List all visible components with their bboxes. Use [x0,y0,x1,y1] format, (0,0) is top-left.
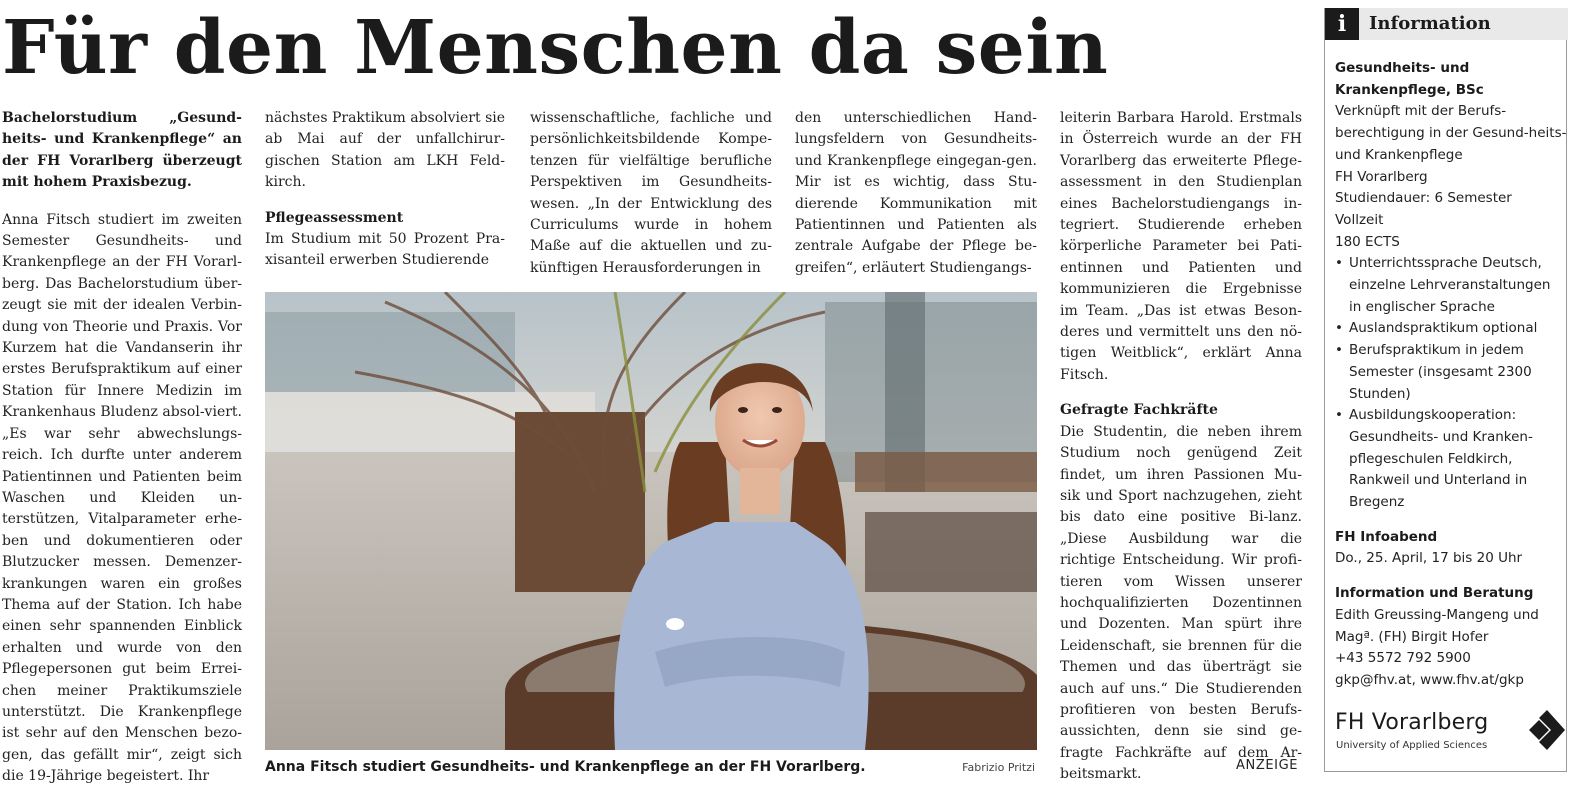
caption-text: Anna Fitsch studiert Gesundheits- und Krankenpflege an der FH Vorarlberg. [265,759,866,775]
article-paragraph: Anna Fitsch studiert im zweiten Semester Gesundheits- und Krankenpflege an der FH Vorarl-berg. Das Bachelorstudium über-zeugt sie mit der idealen Verbin-dung von Theorie und Praxis. Vor Kurzem hat die Vandanserin ihr erstes Berufspraktikum auf einer Station für Innere Medizin im Krankenhaus Bludenz absol-viert. „Es war sehr abwechslungs-reich. Ich durfte unter anderem Patientinnen und Patienten beim Waschen und Kleiden un-terstützen, Vitalparameter erhe-ben und dokumentieren oder Blutzucker messen. Demenzer-krankungen waren ein großes Thema auf der Station. Ich habe einen sehr spannenden Einblick erhalten und wurde von den Pflegepersonen gut beim Errei-chen meiner Praktikumsziele unterstützt. Die Krankenpflege ist sehr auf den Menschen bezo-gen, das gefällt mir“, zeigt sich die 19-Jährige begeistert. Ihr [2,211,242,785]
article-column-2 [265,108,505,272]
photo-caption [265,756,1037,780]
study-mode: Vollzeit [1335,211,1384,228]
ad-label: ANZEIGE [1236,758,1299,773]
article-paragraph: Im Studium mit 50 Prozent Pra-xisanteil erwerben Studierende [265,231,505,269]
article-column-1 [2,108,242,788]
program-name: Gesundheits- und [1335,60,1470,76]
article-paragraph: nächstes Praktikum absolviert sie ab Mai auf der unfallchirur-gischen Station am LKH Feld-kirch. [265,110,506,191]
subheading-fachkraefte: Gefragte Fachkräfte [1060,402,1218,419]
feature-item: • Ausbildungskooperation: Gesundheits- und Kranken-pflegeschulen Feldkirch, Rankweil und Unterland in Bregenz [1335,405,1567,514]
article-paragraph: Die Studentin, die neben ihrem Studium noch genügend Zeit findet, um ihren Passionen Mu-sik und Sport nachzugehen, zieht bis dato eine positive Bi-lanz. „Diese Ausbildung war die richtige Entscheidung. Wir profi-tieren vom Wissen unserer hochqualifizierten Dozentinnen und Dozenten. Man spürt ihre Leidenschaft, sie brennen für die Themen und das überträgt sie auch auf uns.“ Die Studierenden profitieren von besten Berufs-aussichten, denn sie sind ge-fragte Fachkräfte auf dem Ar-beitsmarkt. [1060,423,1302,783]
event-title: FH Infoabend [1335,528,1438,545]
logo-name: FH Vorarlberg [1335,710,1489,735]
article-column-4 [795,108,1037,279]
program-description: Verknüpft mit der Berufs-berechtigung in der Gesund-heits- und Krankenpflege [1335,103,1567,163]
feature-item: • Unterrichtssprache Deutsch, einzelne Lehrveranstaltungen in englischer Sprache [1335,253,1567,318]
contact-web[interactable]: gkp@fhv.at, www.fhv.at/gkp [1335,671,1524,688]
program-name-2: Krankenpflege, BSc [1335,81,1484,98]
contact-names: Edith Greussing-Mangeng und Magª. (FH) Birgit Hofer [1335,606,1539,645]
contact-title: Information und Beratung [1335,585,1534,602]
info-icon: i [1325,8,1359,40]
photo-credit: Fabrizio Pritzi [962,761,1035,774]
article-column-3 [530,108,772,279]
student-photo [265,292,1037,750]
logo-subtitle: University of Applied Sciences [1336,740,1488,751]
article-paragraph: den unterschiedlichen Hand-lungsfeldern von Gesundheits- und Krankenpflege eingegan-gen. Mir ist es wichtig, dass Stu-dierende Kommunikation mit Patientinnen und Patienten als zentrale Aufgabe der Pflege be-greifen“, erläutert Studiengangs- [795,110,1037,276]
event-date: Do., 25. April, 17 bis 20 Uhr [1335,550,1523,567]
feature-item: • Berufspraktikum in jedem Semester (insgesamt 2300 Stunden) [1335,340,1567,405]
info-body [1335,58,1567,692]
article-paragraph: leiterin Barbara Harold. Erstmals in Österreich wurde an der FH Vorarlberg das erweiterte Pflege-assessment in den Studienplan eines Bachelorstudiengangs in-tegriert. Studierende erheben körperliche Parameter bei Pati-entinnen und Patienten und kommunizieren die Ergebnisse im Team. „Das ist etwas Beson-deres und vermittelt uns den nö-tigen Weitblick“, erklärt Anna Fitsch. [1060,110,1302,383]
school-name: FH Vorarlberg [1335,168,1428,185]
subheading-pflegeassessment: Pflegeassessment [265,209,404,226]
article-paragraph: wissenschaftliche, fachliche und persönlichkeitsbildende Kompe-tenzen für vielfältige berufliche Perspektiven im Gesundheits-wesen. „In der Entwicklung des Curriculums wurde in hohem Maße auf die aktuellen und zu-künftigen Herausforderungen in [530,110,772,276]
info-box [1324,8,1567,772]
study-duration: Studiendauer: 6 Semester [1335,190,1512,207]
info-header [1325,8,1568,40]
feature-list [1335,253,1567,513]
article-lead: Bachelorstudium „Gesund-heits- und Krankenpflege“ an der FH Vorarlberg überzeugt mit hohem Praxisbezug. [2,110,242,191]
info-title: Information [1369,13,1491,34]
logo-mark-icon [1527,708,1567,752]
article-column-5 [1060,108,1302,786]
fh-vorarlberg-logo [1335,708,1565,764]
feature-item: • Auslandspraktikum optional [1335,318,1567,340]
headline: Für den Menschen da sein [2,5,1109,91]
ects: 180 ECTS [1335,233,1400,250]
contact-phone[interactable]: +43 5572 792 5900 [1335,650,1471,667]
